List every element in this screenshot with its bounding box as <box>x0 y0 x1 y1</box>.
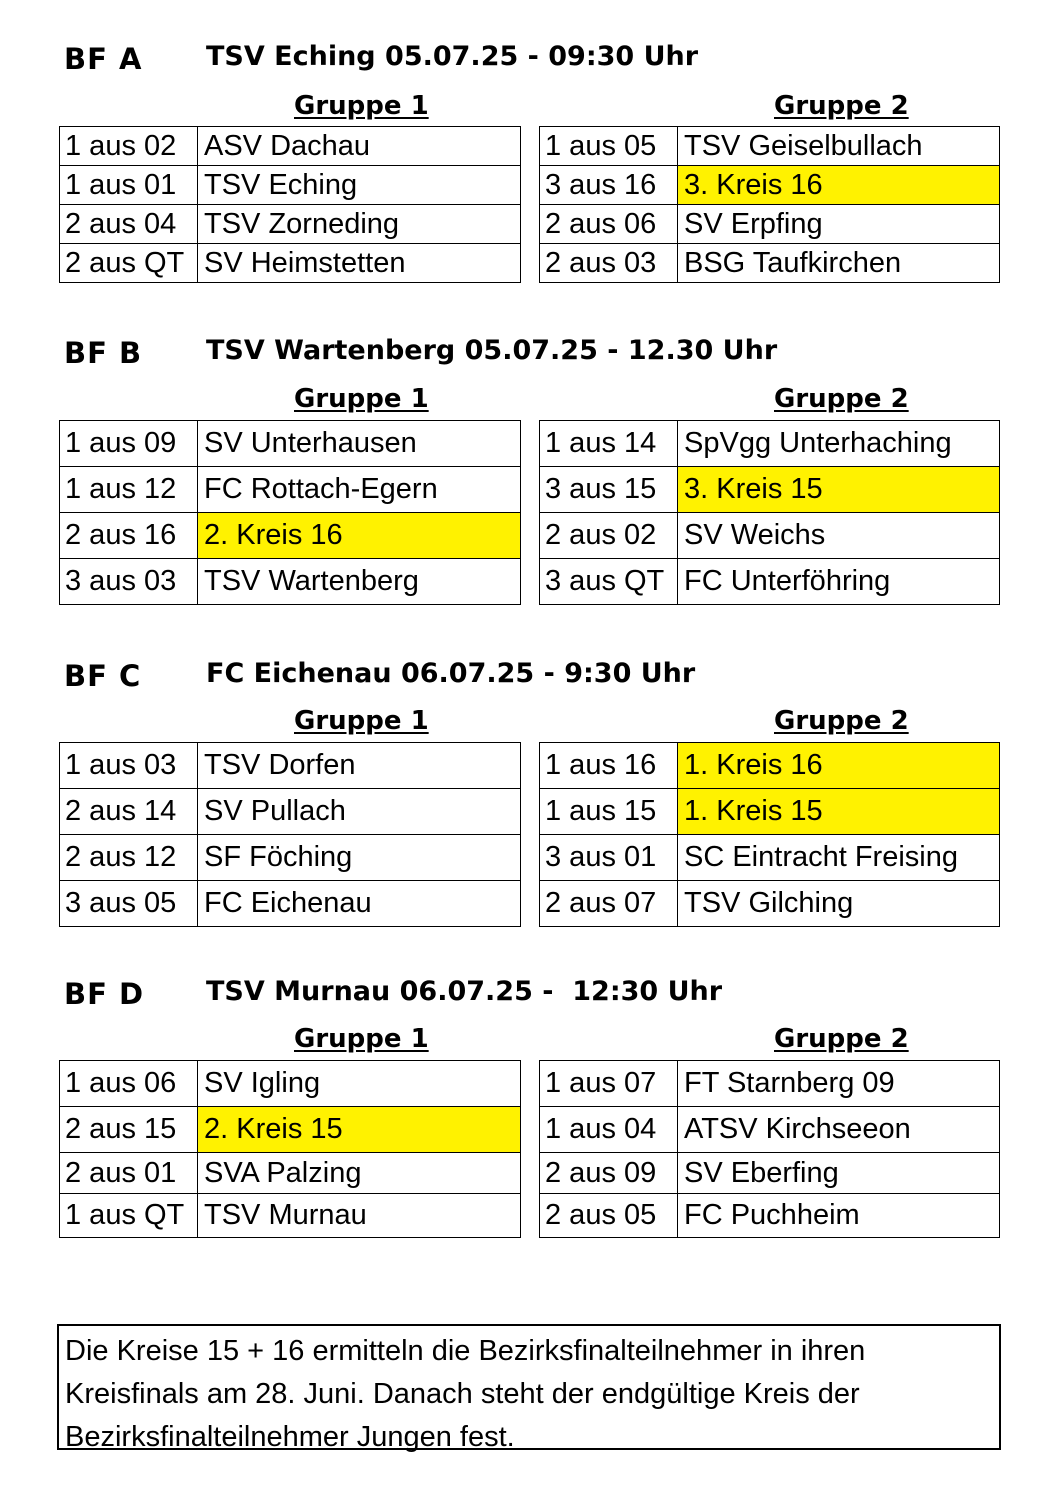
section-code: BF B <box>64 336 143 370</box>
rank-cell: 2 aus 07 <box>540 881 678 927</box>
table-row <box>60 1194 521 1238</box>
team-cell: SV Eberfing <box>678 1153 1000 1194</box>
table-row <box>540 1153 1000 1194</box>
rank-cell: 1 aus 03 <box>60 743 198 789</box>
table-row <box>540 835 1000 881</box>
rank-cell: 1 aus 01 <box>60 166 198 205</box>
rank-cell: 2 aus 01 <box>60 1153 198 1194</box>
table-row <box>540 789 1000 835</box>
rank-cell: 2 aus 09 <box>540 1153 678 1194</box>
group-2-table <box>539 420 1000 605</box>
team-cell-highlighted: 1. Kreis 16 <box>678 743 1000 789</box>
team-cell: SVA Palzing <box>198 1153 521 1194</box>
group-2-heading: Gruppe 2 <box>774 384 909 414</box>
rank-cell: 1 aus 14 <box>540 421 678 467</box>
table-row <box>540 881 1000 927</box>
team-cell: TSV Zorneding <box>198 205 521 244</box>
rank-cell: 1 aus 09 <box>60 421 198 467</box>
table-row <box>60 789 521 835</box>
rank-cell: 3 aus 15 <box>540 467 678 513</box>
team-cell-highlighted: 3. Kreis 16 <box>678 166 1000 205</box>
team-cell: SV Erpfing <box>678 205 1000 244</box>
table-row <box>60 743 521 789</box>
table-row <box>60 835 521 881</box>
rank-cell: 1 aus 05 <box>540 127 678 166</box>
table-row <box>540 743 1000 789</box>
team-cell-highlighted: 2. Kreis 16 <box>198 513 521 559</box>
table-row <box>540 244 1000 283</box>
table-row <box>60 513 521 559</box>
group-1-table <box>59 1060 521 1238</box>
team-cell: ASV Dachau <box>198 127 521 166</box>
table-row <box>60 166 521 205</box>
table-row <box>540 1061 1000 1107</box>
group-2-table <box>539 126 1000 283</box>
rank-cell: 2 aus 14 <box>60 789 198 835</box>
group-1-table <box>59 420 521 605</box>
table-row <box>60 205 521 244</box>
rank-cell: 1 aus QT <box>60 1194 198 1238</box>
rank-cell: 1 aus 04 <box>540 1107 678 1153</box>
team-cell: FC Rottach-Egern <box>198 467 521 513</box>
table-row <box>60 1107 521 1153</box>
rank-cell: 2 aus 03 <box>540 244 678 283</box>
table-row <box>60 1061 521 1107</box>
team-cell: BSG Taufkirchen <box>678 244 1000 283</box>
rank-cell: 2 aus 02 <box>540 513 678 559</box>
team-cell: SV Igling <box>198 1061 521 1107</box>
section-code: BF D <box>64 977 145 1011</box>
table-row <box>540 421 1000 467</box>
section-code: BF C <box>64 659 142 693</box>
table-row <box>540 1107 1000 1153</box>
rank-cell: 1 aus 07 <box>540 1061 678 1107</box>
group-1-table <box>59 742 521 927</box>
note-line: Die Kreise 15 + 16 ermitteln die Bezirksfinalteilnehmer in ihren <box>65 1335 866 1367</box>
group-2-heading: Gruppe 2 <box>774 91 909 121</box>
team-cell: SC Eintracht Freising <box>678 835 1000 881</box>
table-row <box>540 205 1000 244</box>
rank-cell: 3 aus 03 <box>60 559 198 605</box>
table-row <box>540 559 1000 605</box>
team-cell: FC Puchheim <box>678 1194 1000 1238</box>
rank-cell: 1 aus 16 <box>540 743 678 789</box>
rank-cell: 1 aus 12 <box>60 467 198 513</box>
table-row <box>60 421 521 467</box>
note-line: Kreisfinals am 28. Juni. Danach steht der endgültige Kreis der <box>65 1378 860 1410</box>
section-title: TSV Wartenberg 05.07.25 - 12.30 Uhr <box>206 335 778 366</box>
table-row <box>540 166 1000 205</box>
rank-cell: 2 aus 15 <box>60 1107 198 1153</box>
group-1-heading: Gruppe 1 <box>294 706 429 736</box>
table-row <box>60 244 521 283</box>
group-2-heading: Gruppe 2 <box>774 1024 909 1054</box>
rank-cell: 1 aus 15 <box>540 789 678 835</box>
group-2-heading: Gruppe 2 <box>774 706 909 736</box>
rank-cell: 2 aus 12 <box>60 835 198 881</box>
rank-cell: 2 aus 05 <box>540 1194 678 1238</box>
table-row <box>540 513 1000 559</box>
section-title: TSV Eching 05.07.25 - 09:30 Uhr <box>206 41 699 72</box>
table-row <box>60 127 521 166</box>
note-box <box>57 1324 1001 1453</box>
rank-cell: 3 aus 16 <box>540 166 678 205</box>
group-1-heading: Gruppe 1 <box>294 1024 429 1054</box>
table-row <box>540 1194 1000 1238</box>
team-cell: SV Heimstetten <box>198 244 521 283</box>
section-title: FC Eichenau 06.07.25 - 9:30 Uhr <box>206 658 696 689</box>
rank-cell: 1 aus 06 <box>60 1061 198 1107</box>
table-row <box>540 467 1000 513</box>
team-cell: TSV Geiselbullach <box>678 127 1000 166</box>
rank-cell: 1 aus 02 <box>60 127 198 166</box>
team-cell: SV Pullach <box>198 789 521 835</box>
team-cell: TSV Dorfen <box>198 743 521 789</box>
team-cell: SF Föching <box>198 835 521 881</box>
table-row <box>60 559 521 605</box>
team-cell: ATSV Kirchseeon <box>678 1107 1000 1153</box>
team-cell: TSV Murnau <box>198 1194 521 1238</box>
rank-cell: 2 aus 04 <box>60 205 198 244</box>
team-cell: FC Unterföhring <box>678 559 1000 605</box>
team-cell: SpVgg Unterhaching <box>678 421 1000 467</box>
team-cell: TSV Wartenberg <box>198 559 521 605</box>
group-2-table <box>539 742 1000 927</box>
rank-cell: 3 aus QT <box>540 559 678 605</box>
note-line: Bezirksfinalteilnehmer Jungen fest. <box>65 1421 515 1453</box>
team-cell-highlighted: 2. Kreis 15 <box>198 1107 521 1153</box>
table-row <box>540 127 1000 166</box>
rank-cell: 2 aus 06 <box>540 205 678 244</box>
team-cell: TSV Gilching <box>678 881 1000 927</box>
team-cell-highlighted: 3. Kreis 15 <box>678 467 1000 513</box>
team-cell: SV Weichs <box>678 513 1000 559</box>
team-cell: FT Starnberg 09 <box>678 1061 1000 1107</box>
rank-cell: 2 aus 16 <box>60 513 198 559</box>
group-2-table <box>539 1060 1000 1238</box>
team-cell: SV Unterhausen <box>198 421 521 467</box>
rank-cell: 3 aus 05 <box>60 881 198 927</box>
team-cell-highlighted: 1. Kreis 15 <box>678 789 1000 835</box>
rank-cell: 2 aus QT <box>60 244 198 283</box>
team-cell: TSV Eching <box>198 166 521 205</box>
section-code: BF A <box>64 42 143 76</box>
table-row <box>60 881 521 927</box>
group-1-heading: Gruppe 1 <box>294 384 429 414</box>
table-row <box>60 1153 521 1194</box>
section-title: TSV Murnau 06.07.25 - 12:30 Uhr <box>206 976 723 1007</box>
team-cell: FC Eichenau <box>198 881 521 927</box>
group-1-table <box>59 126 521 283</box>
rank-cell: 3 aus 01 <box>540 835 678 881</box>
group-1-heading: Gruppe 1 <box>294 91 429 121</box>
table-row <box>60 467 521 513</box>
